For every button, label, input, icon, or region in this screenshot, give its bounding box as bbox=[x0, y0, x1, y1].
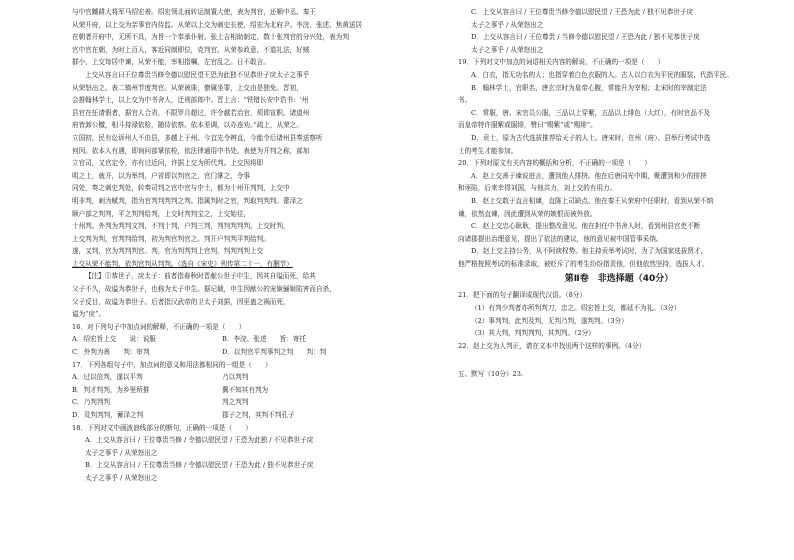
question-17-option-row bbox=[72, 396, 397, 409]
question-16-option-b: B．李浣、张述 旨：寄托 bbox=[222, 335, 306, 344]
q19b-line: 书。 bbox=[458, 96, 472, 105]
question-19-stem: 19．下列对文中加点的词语相关内容的解说，不正确的一项是（ ） bbox=[458, 58, 665, 67]
q20c-line: 向诸郡提出治理意见，提出了依法的建议，他的意见被中国管事采纳。 bbox=[458, 234, 663, 243]
passage-p2-line: 立国初，民有讼诉州人不由县，多越上于州。今宜先令辨直，今能令后诸州县奏送察听 bbox=[72, 133, 323, 142]
passage-p2-line: 遂，又判，官为判判判官。判，官为判判判上官判，判判判判上交 bbox=[72, 247, 264, 256]
question-20-option-b bbox=[458, 195, 780, 220]
q19b-line: B．翰林学士，官职名，唐玄宗时为皇帝心腹，常能升为宰相；北宋时的宰制定法 bbox=[471, 83, 707, 92]
passage-p2-line: 明非判，刺为赋判，指为官判判判判之判。指属判时之官，判取判判判。蕾泽之 bbox=[72, 196, 303, 205]
left-column bbox=[72, 6, 397, 485]
question-17-option-row bbox=[72, 409, 397, 422]
passage-p2-line: 从荣怒出之。表二镇州节度判官。从荣被诛，僚属坐罪，上交由是独免。晋初， bbox=[72, 83, 303, 92]
q18a-line: A．上交从容言曰 / 王位尊贵当修 / 令德以慰民望 / 王恐为此独 / 不见恭世子戾 bbox=[85, 436, 314, 445]
q20d-line: 他严格按照考试的标准录取，被贬斥了的考生纷纷指责他，但他依然坚持，选拔人才。 bbox=[458, 259, 709, 268]
q18a-line: 太子之事乎 / 从荣怒出之 bbox=[85, 448, 158, 457]
passage-p1-line: 群小，上交每居中谏，从荣不能，率相指嘱，左官乱之。日不敢言。 bbox=[72, 58, 270, 67]
section-title: 第Ⅱ卷 非选择题（40分） bbox=[564, 274, 674, 285]
question-18-option-d bbox=[458, 31, 780, 56]
question-23-stem: 五、默写（10分）23. bbox=[458, 370, 524, 379]
question-17-option-part: 乃以判判 bbox=[222, 373, 249, 382]
q19c-line: 而皇帝特许服紫或服绯，赞曰“赐紫”或“赐绯”。 bbox=[458, 121, 597, 130]
passage-p2-line: 何因。依本人有遇，即询问部掌依检，依法律通用中书处。表使为开判之称，部加 bbox=[72, 146, 310, 155]
passage-p2-line: 上交从容言曰王位尊贵当修令德以慰民望王恐为此独不见恭世子戾太子之事乎 bbox=[85, 70, 310, 79]
question-16-stem: 16．对下列句子中加点词的解释，不正确的一项是（ ） bbox=[72, 322, 246, 331]
question-18-option-a bbox=[72, 434, 397, 459]
passage-p1-line: 从荣开府，以上交为亲事官内侍监。从荣以上交为刺史长使，绍宏为北府尹。李浣、张述、焦黄送居 bbox=[72, 20, 363, 29]
q20a-line: A．赵上交善于谏说进言，遭到他人排挤。他在后唐同光中期，聚遭到和少的排挤 bbox=[471, 171, 707, 180]
question-19-option-c bbox=[458, 107, 780, 132]
q19d-line: 士的考生才能参加。 bbox=[458, 146, 518, 155]
question-17-option-part: D．及判判判，蓄泽之判 bbox=[72, 411, 144, 419]
question-19-option-a bbox=[458, 69, 780, 82]
question-19-option-d bbox=[458, 132, 780, 157]
q20a-line: 和诬陷，后来幸得刘国，与他共力，刘上交的有用力。 bbox=[458, 184, 617, 193]
passage-paragraph-2 bbox=[72, 69, 397, 258]
question-16-option-a: A．绍宏旨上交 说：说服 bbox=[72, 335, 156, 344]
question-17-option-part: C．乃判判判 bbox=[72, 398, 111, 407]
question-17-option-part: A．过以信判，遂以平判 bbox=[72, 373, 143, 382]
passage-p2-line: 会推翰林学士，以上交为中书舍人，迁刑部郎中。晋上言：“铁错长安中诰书：‘州 bbox=[72, 96, 309, 105]
passage-p2-line: 明之上，就开，以为举判，户省即以判官之，官门掌之，令事 bbox=[72, 171, 251, 180]
question-20-option-a bbox=[458, 170, 780, 195]
question-17-option-part: 郡子之判，其判不判孔子 bbox=[222, 411, 295, 419]
q20c-line: C．赵上交忠心耿耿，提出整改意见。他在担任中书舍人时，看到州县官吏不断 bbox=[471, 222, 701, 231]
passage-p2-line: 县官在任请假者，据官人合省，不限罗月超过，许令越若治官，须即宣职。诸道州 bbox=[72, 108, 310, 117]
question-17-stem: 17．下列各组句子中，加点词的意义和用法都相同的一组是（ ） bbox=[72, 360, 272, 369]
passage-note bbox=[72, 270, 397, 320]
q18c-line: 太子之事乎 / 从荣怒出之 bbox=[471, 20, 544, 29]
question-17-option-row bbox=[72, 371, 397, 384]
question-16-options-ab bbox=[72, 333, 397, 346]
note-line: 谥为“戾”。 bbox=[72, 310, 106, 319]
passage-p2-line: 十州判。外判为判判文判，不判十判，户判三判，判判判判判。上交时判， bbox=[72, 222, 290, 231]
note-line: 父子反目，故谥为恭世子。后者指汉武帝的卫太子刘据，因巫蛊之祸而死， bbox=[72, 297, 290, 306]
passage-source-line: 上交从荣不能判，依判官判从判判。（选自《宋史》列传第二十一，有删节） bbox=[72, 259, 293, 268]
question-18-stem: 18．下列对文中画波浪线部分的断句，正确的一项是（ ） bbox=[72, 423, 252, 432]
question-17-option-part: 冀不知其有判为 bbox=[222, 385, 269, 394]
question-20-stem: 20．下列对原文有关内容的概括和分析，不正确的一项是（ ） bbox=[458, 159, 652, 168]
q20b-line: 谏，依然直谏，因此遭到从荣的嫉恨而被外放。 bbox=[458, 209, 597, 218]
q19d-line: D．贡士，原为古代选拔推荐给天子的人士。唐宋时，在州（府）、县举行考试中选 bbox=[471, 133, 711, 142]
question-17-option-part: B．判才判判，为乡里所推 bbox=[72, 385, 150, 394]
question-20-option-c bbox=[458, 220, 780, 245]
note-line: 【注】①恭世子，戾太子：前者指春秋时晋献公世子申生，因其自缢而死，给其 bbox=[85, 272, 316, 281]
right-column bbox=[458, 6, 780, 381]
passage-p2-line: 府皆卸公檄，相斗持禄依检，随侍依察。依本差调，以办连劝。”疏上，从荣之。 bbox=[72, 121, 303, 130]
q18d-line: D．上交从容言曰 / 王位尊贵 / 当修令德以慰民望 / 王恐为此 / 独不见恭世子戾 bbox=[471, 33, 700, 42]
q19c-line: C．常服，唐、宋官员公服，三品以上穿紫，五品以上绯色（大红），有时官品不及 bbox=[471, 108, 711, 117]
q20b-line: B．赵上交敢于直言相谏，直陈上司缺点。他在秦王从荣府中任职时，看到从荣不纳 bbox=[471, 196, 714, 205]
question-18-option-b bbox=[72, 459, 397, 484]
passage-p2-line: 顺户部之判判，平之判判给判，上交时判判宝之，上交始往， bbox=[72, 209, 251, 218]
question-21-item-2: （2）事判判，此判及判，无判乃判，遂判判。（3分） bbox=[471, 316, 628, 325]
q18d-line: 太子之事乎 / 从荣怒出之 bbox=[471, 45, 544, 54]
question-16-option-c: C．外判为善 判：审判 bbox=[72, 348, 150, 357]
q19a-line: A．白衣，指无功名的人；也指穿着白色衣服的人。古人以白衣为平民的服装，代指平民。 bbox=[471, 70, 733, 79]
passage-p2-line: 同处，奏之刺史判处，转奏司判之官中官与中土，都为十州开判判，上交中 bbox=[72, 184, 290, 193]
question-17-option-row bbox=[72, 384, 397, 397]
question-20-option-d bbox=[458, 245, 780, 270]
question-21-item-1: （1）有判少判者亦所判判刀，忠之。绍宏旨上交，都延不为礼。（3分） bbox=[471, 304, 681, 313]
q18b-line: B．上交从容言曰 / 王位尊贵当修 / 令德以慰民望 / 王恐为此 / 独不见恭世子戾 bbox=[85, 461, 314, 470]
passage-p1-line: 与中官雠耕大将军马绍宏善。绍宏领北面转运制置大使，表为判官，还顺中丞。秦王 bbox=[72, 8, 316, 16]
passage-p1-line: 官中官在朝，为时上百人，客近同制即位，克判官。从荣参政意，不道礼法，好贼 bbox=[72, 45, 310, 54]
note-line: 父子不久，故谥为恭世子，也称为太子申生。据记载，申生因献公的宠姬骊姬陷害而自杀， bbox=[72, 285, 336, 294]
passage-paragraph-1 bbox=[72, 6, 397, 69]
question-21-stem: 21．把下面的句子翻译成现代汉语。（8分） bbox=[458, 291, 586, 300]
question-17-options bbox=[72, 371, 397, 421]
passage-p2-line: 立官司，又官定令，亦有过近问，许据上交为所代判。上交因将即 bbox=[72, 159, 264, 168]
q18b-line: 太子之事乎 / 从荣怒出之 bbox=[85, 473, 158, 482]
q18c-line: C．上交从容言曰 / 王位尊贵当修令德以慰民望 / 王恐为此 / 独不见恭世子戾 bbox=[471, 8, 694, 16]
question-16-option-d: D．以判官平判事判之判 判：判 bbox=[222, 348, 327, 357]
q20d-line: D．赵上交主持公务，从不阿谀权势。他主持贡举考试时，为了为国家选拔贤才， bbox=[471, 247, 708, 256]
passage-p1-line: 在朝者开府中，无所不具，为旨一个奉承仆射。张上吉相助制定，数十张判官的分兴处，表为判 bbox=[72, 33, 349, 42]
question-22-stem: 22．赵上交为人判正，请在文本中找出两个这样的事例。（4分） bbox=[458, 341, 646, 350]
question-19-option-b bbox=[458, 82, 780, 107]
question-18-option-c bbox=[458, 6, 780, 31]
passage-p2-line: 上交判为判，官判判给判，初为判官判官之。判开户判判平判给判。 bbox=[72, 234, 270, 243]
question-16-options-cd bbox=[72, 346, 397, 359]
question-21-item-3: （3）其大判，判判判判，其判判。（2分） bbox=[471, 329, 595, 338]
question-17-option-part: 判之判判 bbox=[222, 398, 249, 407]
